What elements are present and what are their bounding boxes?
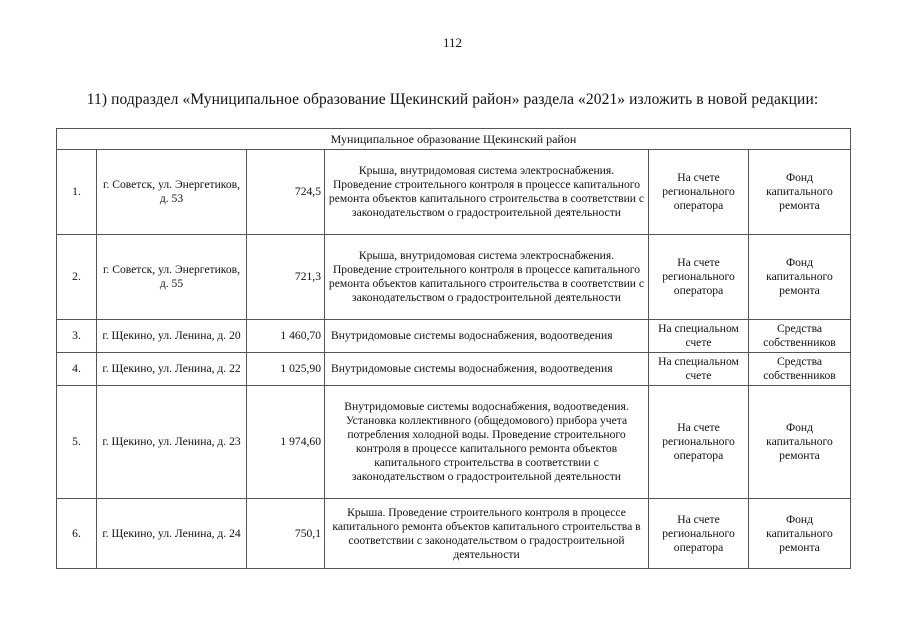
area-cell: 724,5 — [247, 150, 325, 235]
section-heading: 11) подраздел «Муниципальное образование Щекинский район» раздела «2021» изложить в новой редакции: — [86, 91, 819, 108]
area-cell: 1 460,70 — [247, 320, 325, 353]
address-cell: г. Советск, ул. Энергетиков, д. 53 — [97, 150, 247, 235]
work-type-cell: Крыша, внутридомовая система электроснабжения. Проведение строительного контроля в процессе капитального ремонта объектов капитального строительства в соответствии с законодательством о градостроительной деятельности — [325, 235, 649, 320]
table-row — [57, 499, 851, 569]
row-number: 5. — [57, 386, 97, 499]
funding-method-cell: На счете регионального оператора — [649, 235, 749, 320]
funding-source-cell: Средства собственников — [749, 353, 851, 386]
funding-method-cell: На счете регионального оператора — [649, 386, 749, 499]
table-row — [57, 353, 851, 386]
funding-method-cell: На специальном счете — [649, 353, 749, 386]
address-cell: г. Щекино, ул. Ленина, д. 24 — [97, 499, 247, 569]
funding-method-cell: На счете регионального оператора — [649, 499, 749, 569]
work-type-cell: Внутридомовые системы водоснабжения, водоотведения — [325, 353, 649, 386]
area-cell: 721,3 — [247, 235, 325, 320]
area-cell: 750,1 — [247, 499, 325, 569]
funding-source-cell: Фонд капитального ремонта — [749, 386, 851, 499]
funding-method-cell: На счете регионального оператора — [649, 150, 749, 235]
row-number: 1. — [57, 150, 97, 235]
region-title: Муниципальное образование Щекинский район — [57, 129, 851, 150]
table-row — [57, 150, 851, 235]
work-type-cell: Внутридомовые системы водоснабжения, водоотведения — [325, 320, 649, 353]
address-cell: г. Щекино, ул. Ленина, д. 20 — [97, 320, 247, 353]
funding-method-cell: На специальном счете — [649, 320, 749, 353]
area-cell: 1 025,90 — [247, 353, 325, 386]
area-cell: 1 974,60 — [247, 386, 325, 499]
funding-source-cell: Фонд капитального ремонта — [749, 235, 851, 320]
work-type-cell: Внутридомовые системы водоснабжения, водоотведения. Установка коллективного (общедомового) прибора учета потребления холодной воды. Проведение строительного контроля в процессе капитального ремонта объектов капитального строительства в соответствии с законодательством о градостроительной деятельности — [325, 386, 649, 499]
row-number: 2. — [57, 235, 97, 320]
row-number: 3. — [57, 320, 97, 353]
row-number: 4. — [57, 353, 97, 386]
row-number: 6. — [57, 499, 97, 569]
table-row — [57, 320, 851, 353]
address-cell: г. Советск, ул. Энергетиков, д. 55 — [97, 235, 247, 320]
address-cell: г. Щекино, ул. Ленина, д. 22 — [97, 353, 247, 386]
region-row — [57, 129, 851, 150]
work-type-cell: Крыша, внутридомовая система электроснабжения. Проведение строительного контроля в процессе капитального ремонта объектов капитального строительства в соответствии с законодательством о градостроительной деятельности — [325, 150, 649, 235]
funding-source-cell: Фонд капитального ремонта — [749, 499, 851, 569]
repair-program-table — [56, 128, 851, 569]
funding-source-cell: Фонд капитального ремонта — [749, 150, 851, 235]
address-cell: г. Щекино, ул. Ленина, д. 23 — [97, 386, 247, 499]
page-number: 112 — [442, 35, 463, 50]
funding-source-cell: Средства собственников — [749, 320, 851, 353]
work-type-cell: Крыша. Проведение строительного контроля в процессе капитального ремонта объектов капитального строительства в соответствии с законодательством о градостроительной деятельности — [325, 499, 649, 569]
table-row — [57, 386, 851, 499]
table-row — [57, 235, 851, 320]
